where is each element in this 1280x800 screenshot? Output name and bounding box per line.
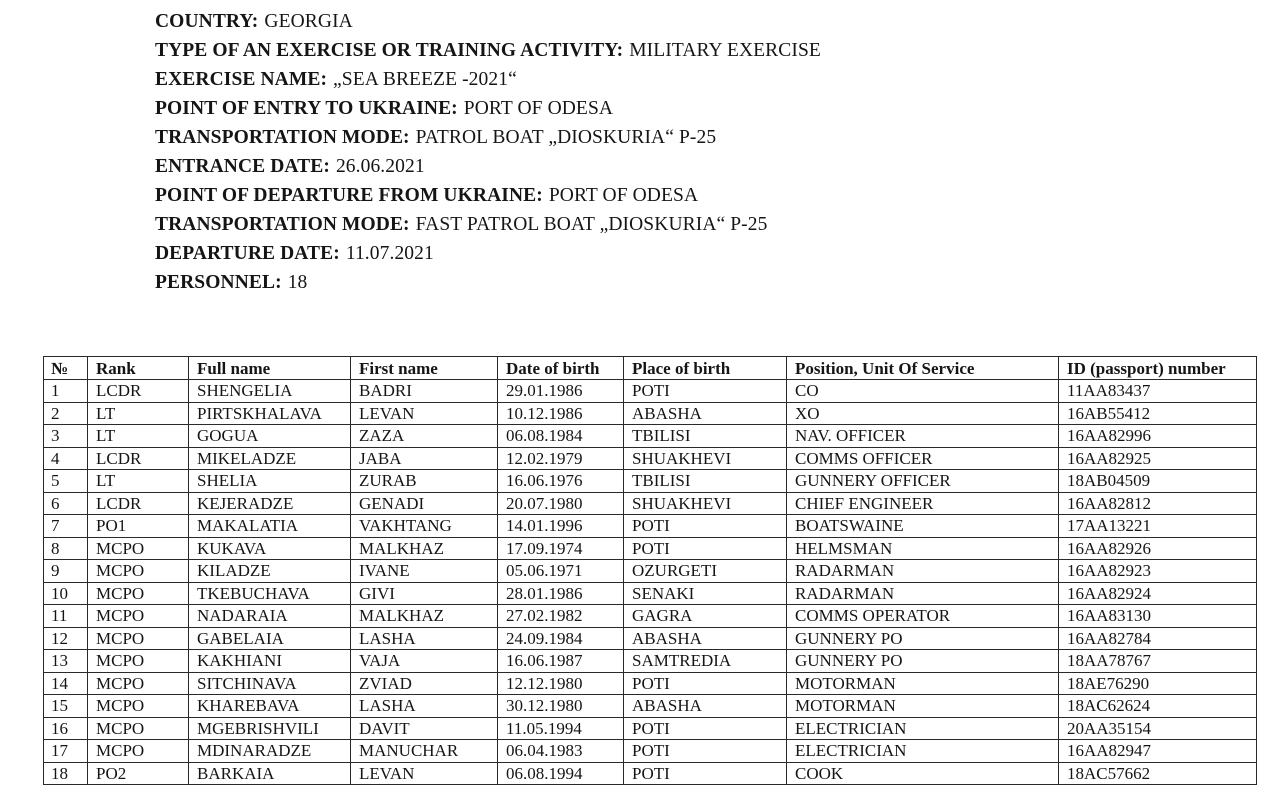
col-header-rank: Rank xyxy=(88,357,189,380)
cell-full-name: GABELAIA xyxy=(189,627,351,650)
cell-date-of-birth: 14.01.1996 xyxy=(498,515,624,538)
cell-rank: MCPO xyxy=(88,672,189,695)
cell-full-name: GOGUA xyxy=(189,425,351,448)
cell-id-number: 16AA82947 xyxy=(1059,740,1257,763)
cell-date-of-birth: 06.04.1983 xyxy=(498,740,624,763)
country-value: GEORGIA xyxy=(264,11,353,32)
cell-full-name: MAKALATIA xyxy=(189,515,351,538)
transport-out-line xyxy=(155,210,1055,239)
table-row xyxy=(44,515,1257,538)
cell-place-of-birth: TBILISI xyxy=(624,470,787,493)
cell-full-name: MDINARADZE xyxy=(189,740,351,763)
cell-id-number: 16AA82924 xyxy=(1059,582,1257,605)
cell-num: 8 xyxy=(44,537,88,560)
cell-position: MOTORMAN xyxy=(787,672,1059,695)
cell-rank: MCPO xyxy=(88,695,189,718)
cell-rank: LCDR xyxy=(88,380,189,403)
exercise-type-value: MILITARY EXERCISE xyxy=(629,40,821,61)
col-header-first-name: First name xyxy=(351,357,498,380)
entry-point-line xyxy=(155,94,1055,123)
cell-full-name: KEJERADZE xyxy=(189,492,351,515)
cell-full-name: PIRTSKHALAVA xyxy=(189,402,351,425)
table-row xyxy=(44,447,1257,470)
cell-date-of-birth: 28.01.1986 xyxy=(498,582,624,605)
personnel-value: 18 xyxy=(287,272,308,293)
cell-place-of-birth: GAGRA xyxy=(624,605,787,628)
departure-point-value: PORT OF ODESA xyxy=(548,185,699,206)
transport-in-label: TRANSPORTATION MODE: xyxy=(155,127,410,148)
cell-rank: MCPO xyxy=(88,537,189,560)
entrance-date-value: 26.06.2021 xyxy=(335,156,425,177)
table-body xyxy=(44,380,1257,785)
cell-num: 2 xyxy=(44,402,88,425)
cell-num: 10 xyxy=(44,582,88,605)
cell-date-of-birth: 27.02.1982 xyxy=(498,605,624,628)
table-header-row xyxy=(44,357,1257,380)
cell-first-name: GIVI xyxy=(351,582,498,605)
cell-id-number: 18AE76290 xyxy=(1059,672,1257,695)
cell-place-of-birth: SHUAKHEVI xyxy=(624,492,787,515)
cell-num: 6 xyxy=(44,492,88,515)
cell-position: XO xyxy=(787,402,1059,425)
cell-first-name: ZAZA xyxy=(351,425,498,448)
table-row xyxy=(44,582,1257,605)
cell-position: CO xyxy=(787,380,1059,403)
cell-num: 7 xyxy=(44,515,88,538)
cell-position: HELMSMAN xyxy=(787,537,1059,560)
cell-first-name: LEVAN xyxy=(351,402,498,425)
entry-point-value: PORT OF ODESA xyxy=(463,98,614,119)
cell-position: RADARMAN xyxy=(787,582,1059,605)
cell-place-of-birth: POTI xyxy=(624,537,787,560)
cell-first-name: ZURAB xyxy=(351,470,498,493)
exercise-type-line xyxy=(155,36,1055,65)
cell-position: COOK xyxy=(787,762,1059,785)
table-row xyxy=(44,740,1257,763)
table-row xyxy=(44,672,1257,695)
cell-num: 9 xyxy=(44,560,88,583)
table-row xyxy=(44,537,1257,560)
cell-rank: MCPO xyxy=(88,627,189,650)
cell-id-number: 16AA82784 xyxy=(1059,627,1257,650)
cell-first-name: GENADI xyxy=(351,492,498,515)
exercise-name-value: „SEA BREEZE -2021“ xyxy=(333,69,517,90)
cell-place-of-birth: POTI xyxy=(624,762,787,785)
cell-num: 17 xyxy=(44,740,88,763)
cell-full-name: MIKELADZE xyxy=(189,447,351,470)
cell-rank: LT xyxy=(88,402,189,425)
table-row xyxy=(44,762,1257,785)
cell-date-of-birth: 29.01.1986 xyxy=(498,380,624,403)
cell-first-name: MANUCHAR xyxy=(351,740,498,763)
cell-place-of-birth: SENAKI xyxy=(624,582,787,605)
cell-rank: MCPO xyxy=(88,717,189,740)
cell-first-name: LASHA xyxy=(351,627,498,650)
cell-id-number: 18AC57662 xyxy=(1059,762,1257,785)
col-header-full-name: Full name xyxy=(189,357,351,380)
exercise-name-line xyxy=(155,65,1055,94)
cell-full-name: KAKHIANI xyxy=(189,650,351,673)
cell-first-name: JABA xyxy=(351,447,498,470)
table-row xyxy=(44,717,1257,740)
table-row xyxy=(44,605,1257,628)
cell-num: 12 xyxy=(44,627,88,650)
cell-num: 15 xyxy=(44,695,88,718)
departure-date-line xyxy=(155,239,1055,268)
cell-id-number: 20AA35154 xyxy=(1059,717,1257,740)
cell-id-number: 16AA82926 xyxy=(1059,537,1257,560)
cell-id-number: 16AA82923 xyxy=(1059,560,1257,583)
cell-place-of-birth: POTI xyxy=(624,717,787,740)
cell-id-number: 11AA83437 xyxy=(1059,380,1257,403)
cell-num: 4 xyxy=(44,447,88,470)
cell-full-name: KUKAVA xyxy=(189,537,351,560)
document-header xyxy=(155,7,1055,297)
table-row xyxy=(44,627,1257,650)
cell-first-name: MALKHAZ xyxy=(351,537,498,560)
table-row xyxy=(44,695,1257,718)
transport-out-value: FAST PATROL BOAT „DIOSKURIA“ P-25 xyxy=(415,214,768,235)
cell-place-of-birth: ABASHA xyxy=(624,695,787,718)
transport-out-label: TRANSPORTATION MODE: xyxy=(155,214,410,235)
cell-id-number: 16AA82925 xyxy=(1059,447,1257,470)
col-header-position: Position, Unit Of Service xyxy=(787,357,1059,380)
cell-full-name: KHAREBAVA xyxy=(189,695,351,718)
cell-full-name: MGEBRISHVILI xyxy=(189,717,351,740)
cell-num: 13 xyxy=(44,650,88,673)
col-header-place-of-birth: Place of birth xyxy=(624,357,787,380)
cell-date-of-birth: 20.07.1980 xyxy=(498,492,624,515)
table-row xyxy=(44,650,1257,673)
cell-date-of-birth: 10.12.1986 xyxy=(498,402,624,425)
cell-rank: LT xyxy=(88,425,189,448)
cell-num: 14 xyxy=(44,672,88,695)
cell-position: GUNNERY OFFICER xyxy=(787,470,1059,493)
cell-place-of-birth: ABASHA xyxy=(624,627,787,650)
cell-id-number: 18AA78767 xyxy=(1059,650,1257,673)
cell-date-of-birth: 12.12.1980 xyxy=(498,672,624,695)
cell-position: GUNNERY PO xyxy=(787,627,1059,650)
entrance-date-line xyxy=(155,152,1055,181)
table-row xyxy=(44,380,1257,403)
cell-date-of-birth: 30.12.1980 xyxy=(498,695,624,718)
cell-id-number: 16AB55412 xyxy=(1059,402,1257,425)
transport-in-value: PATROL BOAT „DIOSKURIA“ P-25 xyxy=(415,127,717,148)
cell-num: 3 xyxy=(44,425,88,448)
cell-rank: LT xyxy=(88,470,189,493)
cell-first-name: DAVIT xyxy=(351,717,498,740)
cell-num: 5 xyxy=(44,470,88,493)
cell-position: COMMS OFFICER xyxy=(787,447,1059,470)
cell-rank: PO2 xyxy=(88,762,189,785)
table-row xyxy=(44,560,1257,583)
cell-date-of-birth: 05.06.1971 xyxy=(498,560,624,583)
cell-date-of-birth: 24.09.1984 xyxy=(498,627,624,650)
cell-date-of-birth: 17.09.1974 xyxy=(498,537,624,560)
cell-place-of-birth: POTI xyxy=(624,515,787,538)
table-row xyxy=(44,425,1257,448)
exercise-type-label: TYPE OF AN EXERCISE OR TRAINING ACTIVITY: xyxy=(155,40,624,61)
departure-point-label: POINT OF DEPARTURE FROM UKRAINE: xyxy=(155,185,543,206)
cell-first-name: VAJA xyxy=(351,650,498,673)
cell-position: NAV. OFFICER xyxy=(787,425,1059,448)
cell-full-name: SHENGELIA xyxy=(189,380,351,403)
cell-id-number: 16AA82996 xyxy=(1059,425,1257,448)
cell-rank: MCPO xyxy=(88,582,189,605)
entry-point-label: POINT OF ENTRY TO UKRAINE: xyxy=(155,98,458,119)
exercise-name-label: EXERCISE NAME: xyxy=(155,69,328,90)
cell-position: ELECTRICIAN xyxy=(787,717,1059,740)
col-header-id-number: ID (passport) number xyxy=(1059,357,1257,380)
cell-position: BOATSWAINE xyxy=(787,515,1059,538)
cell-id-number: 17AA13221 xyxy=(1059,515,1257,538)
cell-date-of-birth: 16.06.1987 xyxy=(498,650,624,673)
cell-first-name: ZVIAD xyxy=(351,672,498,695)
personnel-label: PERSONNEL: xyxy=(155,272,282,293)
departure-point-line xyxy=(155,181,1055,210)
country-label: COUNTRY: xyxy=(155,11,259,32)
country-line xyxy=(155,7,1055,36)
entrance-date-label: ENTRANCE DATE: xyxy=(155,156,330,177)
cell-num: 18 xyxy=(44,762,88,785)
cell-position: GUNNERY PO xyxy=(787,650,1059,673)
departure-date-value: 11.07.2021 xyxy=(345,243,434,264)
table-row xyxy=(44,402,1257,425)
cell-first-name: BADRI xyxy=(351,380,498,403)
cell-id-number: 18AC62624 xyxy=(1059,695,1257,718)
cell-position: ELECTRICIAN xyxy=(787,740,1059,763)
cell-position: RADARMAN xyxy=(787,560,1059,583)
cell-position: COMMS OPERATOR xyxy=(787,605,1059,628)
cell-date-of-birth: 16.06.1976 xyxy=(498,470,624,493)
col-header-num: № xyxy=(44,357,88,380)
cell-date-of-birth: 11.05.1994 xyxy=(498,717,624,740)
cell-full-name: KILADZE xyxy=(189,560,351,583)
cell-place-of-birth: SAMTREDIA xyxy=(624,650,787,673)
cell-id-number: 18AB04509 xyxy=(1059,470,1257,493)
personnel-line xyxy=(155,268,1055,297)
cell-first-name: VAKHTANG xyxy=(351,515,498,538)
cell-first-name: MALKHAZ xyxy=(351,605,498,628)
cell-id-number: 16AA82812 xyxy=(1059,492,1257,515)
cell-place-of-birth: TBILISI xyxy=(624,425,787,448)
cell-place-of-birth: ABASHA xyxy=(624,402,787,425)
cell-full-name: TKEBUCHAVA xyxy=(189,582,351,605)
cell-first-name: LASHA xyxy=(351,695,498,718)
cell-full-name: SHELIA xyxy=(189,470,351,493)
cell-position: CHIEF ENGINEER xyxy=(787,492,1059,515)
cell-place-of-birth: SHUAKHEVI xyxy=(624,447,787,470)
departure-date-label: DEPARTURE DATE: xyxy=(155,243,340,264)
cell-rank: MCPO xyxy=(88,560,189,583)
cell-first-name: LEVAN xyxy=(351,762,498,785)
cell-position: MOTORMAN xyxy=(787,695,1059,718)
personnel-table xyxy=(43,356,1257,785)
cell-id-number: 16AA83130 xyxy=(1059,605,1257,628)
cell-num: 1 xyxy=(44,380,88,403)
cell-rank: MCPO xyxy=(88,650,189,673)
cell-full-name: BARKAIA xyxy=(189,762,351,785)
cell-num: 16 xyxy=(44,717,88,740)
cell-rank: MCPO xyxy=(88,740,189,763)
cell-full-name: SITCHINAVA xyxy=(189,672,351,695)
cell-date-of-birth: 12.02.1979 xyxy=(498,447,624,470)
transport-in-line xyxy=(155,123,1055,152)
table-row xyxy=(44,470,1257,493)
cell-place-of-birth: OZURGETI xyxy=(624,560,787,583)
cell-place-of-birth: POTI xyxy=(624,740,787,763)
cell-num: 11 xyxy=(44,605,88,628)
cell-rank: LCDR xyxy=(88,492,189,515)
cell-date-of-birth: 06.08.1984 xyxy=(498,425,624,448)
table-row xyxy=(44,492,1257,515)
cell-place-of-birth: POTI xyxy=(624,672,787,695)
cell-rank: MCPO xyxy=(88,605,189,628)
cell-full-name: NADARAIA xyxy=(189,605,351,628)
cell-place-of-birth: POTI xyxy=(624,380,787,403)
cell-rank: PO1 xyxy=(88,515,189,538)
cell-first-name: IVANE xyxy=(351,560,498,583)
cell-rank: LCDR xyxy=(88,447,189,470)
col-header-date-of-birth: Date of birth xyxy=(498,357,624,380)
cell-date-of-birth: 06.08.1994 xyxy=(498,762,624,785)
